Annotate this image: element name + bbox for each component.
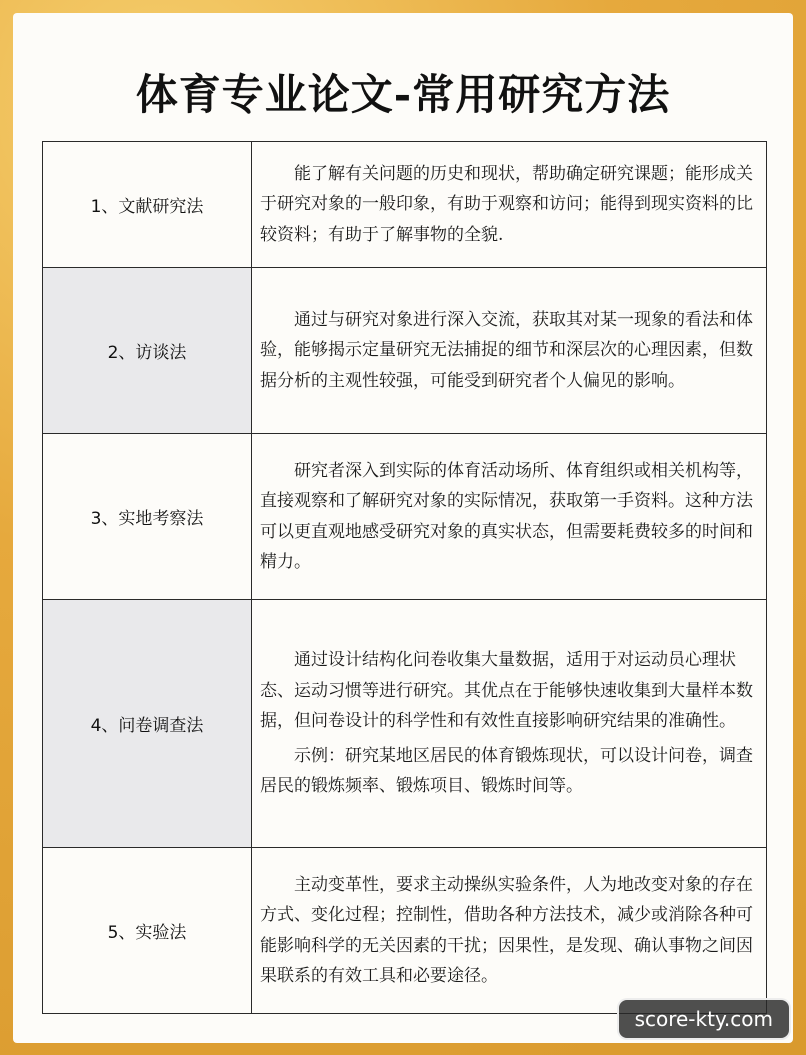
method-description-cell — [252, 268, 767, 434]
method-description-cell — [252, 600, 767, 848]
table-row-interview — [43, 268, 767, 434]
method-description: 通过设计结构化问卷收集大量数据，适用于对运动员心理状态、运动习惯等进行研究。其优点在于能够快速收集到大量样本数据，但问卷设计的科学性和有效性直接影响研究结果的准确性。 — [260, 650, 753, 732]
method-name-cell: 5、实验法 — [43, 848, 252, 1014]
method-description-cell — [252, 848, 767, 1014]
watermark-badge: score-kty.com — [617, 998, 791, 1040]
method-name-cell: 4、问卷调查法 — [43, 600, 252, 848]
method-example: 示例：研究某地区居民的体育锻炼现状，可以设计问卷，调查居民的锻炼频率、锻炼项目、锻炼时间等。 — [260, 745, 753, 797]
table-row-literature — [43, 142, 767, 268]
method-description: 研究者深入到实际的体育活动场所、体育组织或相关机构等，直接观察和了解研究对象的实际情况，获取第一手资料。这种方法可以更直观地感受研究对象的真实状态，但需要耗费较多的时间和精力。 — [260, 460, 753, 572]
method-description-cell — [252, 142, 767, 268]
method-description: 能了解有关问题的历史和现状，帮助确定研究课题；能形成关于研究对象的一般印象，有助于观察和访问；能得到现实资料的比较资料；有助于了解事物的全貌. — [260, 163, 753, 245]
table-row-field-study — [43, 434, 767, 600]
table-row-questionnaire — [43, 600, 767, 848]
method-description-cell — [252, 434, 767, 600]
method-name-cell: 2、访谈法 — [43, 268, 252, 434]
methods-table — [42, 141, 767, 1014]
table-row-experiment — [43, 848, 767, 1014]
method-description: 主动变革性，要求主动操纵实验条件，人为地改变对象的存在方式、变化过程；控制性，借助各种方法技术，减少或消除各种可能影响科学的无关因素的干扰；因果性，是发现、确认事物之间因果联系的有效工具和必要途径。 — [260, 874, 753, 986]
method-description: 通过与研究对象进行深入交流，获取其对某一现象的看法和体验，能够揭示定量研究无法捕捉的细节和深层次的心理因素，但数据分析的主观性较强，可能受到研究者个人偏见的影响。 — [260, 309, 753, 391]
page-title: 体育专业论文-常用研究方法 — [135, 70, 671, 119]
method-name-cell: 3、实地考察法 — [43, 434, 252, 600]
method-name-cell: 1、文献研究法 — [43, 142, 252, 268]
